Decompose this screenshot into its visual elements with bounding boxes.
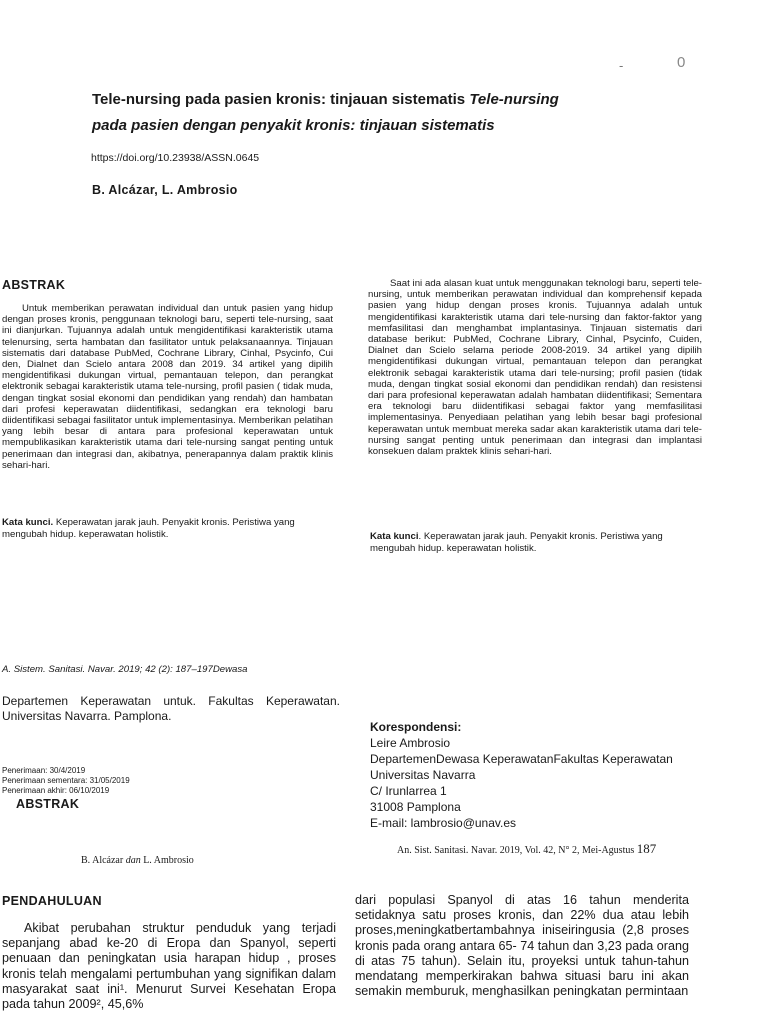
correspondence-city: 31008 Pamplona [370,800,461,814]
introduction-left-column: Akibat perubahan struktur penduduk yang terjadi sepanjang abad ke-20 di Eropa dan Spanyol, seperti penuaan dan peningkatan usia harapan hidup , proses kronis telah mengalami pertumbuhan yang signifikan dalam masyarakat saat ini¹. Menurut Survei Kesehatan Eropa pada tahun 2009², 45,6% [2,921,336,1012]
keywords-right-label: Kata kunci [370,531,419,542]
abstract-heading-secondary: ABSTRAK [16,797,80,811]
submission-dates [2,766,130,796]
abstract-heading: ABSTRAK [2,278,66,292]
journal-reference: A. Sistem. Sanitasi. Navar. 2019; 42 (2): 187–197Dewasa [2,664,248,675]
correspondence-label: Korespondensi: [370,720,462,734]
title-line2: pada pasien dengan penyakit kronis: tinjauan sistematis [92,117,495,134]
keywords-left-text: Keperawatan jarak jauh. Penyakit kronis. Peristiwa yang mengubah hidup. keperawatan holistik. [2,517,295,540]
keywords-right-text: . Keperawatan jarak jauh. Penyakit kronis. Peristiwa yang mengubah hidup. keperawatan holistik. [370,531,663,554]
date-received: Penerimaan: 30/4/2019 [2,766,86,775]
keywords-left-label: Kata kunci. [2,517,54,528]
correspondence-email[interactable]: E-mail: lambrosio@unav.es [370,816,517,830]
page-title [92,87,692,139]
doi-link[interactable]: https://doi.org/10.23938/ASSN.0645 [91,152,260,164]
correspondence-dept: DepartemenDewasa KeperawatanFakultas Keperawatan [370,752,673,766]
authors: B. Alcázar, L. Ambrosio [92,183,238,197]
date-final: Penerimaan akhir: 06/10/2019 [2,786,110,795]
abstract-left-text: Untuk memberikan perawatan individual dan untuk pasien yang hidup dengan proses kronis, penggunaan teknologi baru, seperti tele-nursing, saat ini dianjurkan. Tujuannya adalah untuk mengidentifikasi karakteristik utama telenursing, serta hambatan dan fasilitator untuk pelaksanaannya. Tinjauan sistematis dari database PubMed, Cochrane Library, Cinhal, Psycinfo, Cui den, Dialnet dan Scielo antara 2008 dan 2019. 34 artikel yang dipilih mengidentifikasi dukungan virtual, pemantauan telepon, dan perangkat elektronik sebagai karakteristik utama tele-nursing, profil pasien ( tidak muda, dengan tingkat sosial ekonomi dan pendidikan yang rendah) dan hambatan dari profesi keperawatan diidentifikasi, sedangkan era teknologi baru diidentifikasi sebagai fasilitator untuk implementasinya. Memberikan pelatihan yang lebih besar di antara para profesional keperawatan untuk mempublikasikan karakteristik utama dari tele-nursing sangat penting untuk penerimaan dan integrasi dan, akibatnya, penerapannya dalam praktik klinis sehari-hari. [2,303,333,471]
introduction-right-column: dari populasi Spanyol di atas 16 tahun menderita setidaknya satu proses kronis, dan 22% dua atau lebih proses,meningkatbertambahnya iniseiringusia (2,8 proses kronis pada orang antara 65- 74 tahun dan 3,23 pada orang di atas 75 tahun). Selain itu, proyeksi untuk tahun-tahun mendatang memperkirakan bahwa situasi baru ini akan semakin memburuk, menghasilkan peningkatan permintaan [355,893,689,999]
running-header-left: B. Alcázar dan L. Ambrosio [81,855,194,866]
title-line1: Tele-nursing pada pasien kronis: tinjauan sistematis [92,91,470,108]
header-mark: - [619,58,624,73]
date-provisional: Penerimaan sementara: 31/05/2019 [2,776,130,785]
correspondence-street: C/ Irunlarrea 1 [370,784,447,798]
title-line1-italic: Tele-nursing [469,91,559,108]
running-header-journal: An. Sist. Sanitasi. Navar. 2019, Vol. 42, N° 2, Mei-Agustus [397,845,635,856]
department: Departemen Keperawatan untuk. Fakultas Keperawatan. Universitas Navarra. Pamplona. [2,694,340,723]
correspondence-name: Leire Ambrosio [370,736,451,750]
correspondence-university: Universitas Navarra [370,768,476,782]
keywords-left [2,517,337,540]
correspondence [370,719,673,831]
header-number: 0 [677,54,686,71]
running-header-right [397,841,656,857]
keywords-right [370,531,704,554]
introduction-heading: PENDAHULUAN [2,894,102,908]
page-number: 187 [636,841,657,856]
abstract-right-text: Saat ini ada alasan kuat untuk menggunakan teknologi baru, seperti tele-nursing, untuk memberikan perawatan individual dan komprehensif kepada pasien yang hidup dengan proses kronis. Tujuannya adalah untuk mengidentifikasi karakteristik utama dari tele-nursing dan faktor-faktor yang memfasilitasi dan menghambat implantasinya. Tinjauan sistematis dari database berikut: PubMed, Cochrane Library, Cinhal, Psycinfo, Cuiden, Dialnet dan Scielo selama periode 2008-2019. 34 artikel yang dipilih mengidentifikasi dukungan virtual, pemantauan telepon dan perangkat elektronik sebagai karakteristik utama dari tele-nursing; profil pasien (tidak muda, dengan tingkat sosial ekonomi dan pendidikan rendah) dan resistensi dari para profesional keperawatan adalah hambatan diidentifikasi; Sementara era teknologi baru diidentifikasi sebagai faktor yang memfasilitasi implementasinya. Penyediaan pelatihan yang lebih besar bagi profesional keperawatan untuk membuat mereka sadar akan karakteristik utama dari tele-nursing sangat penting untuk penerimaan dan integrasi dan implantasi konsekuen dalam praktek klinis sehari-hari. [368,278,702,458]
